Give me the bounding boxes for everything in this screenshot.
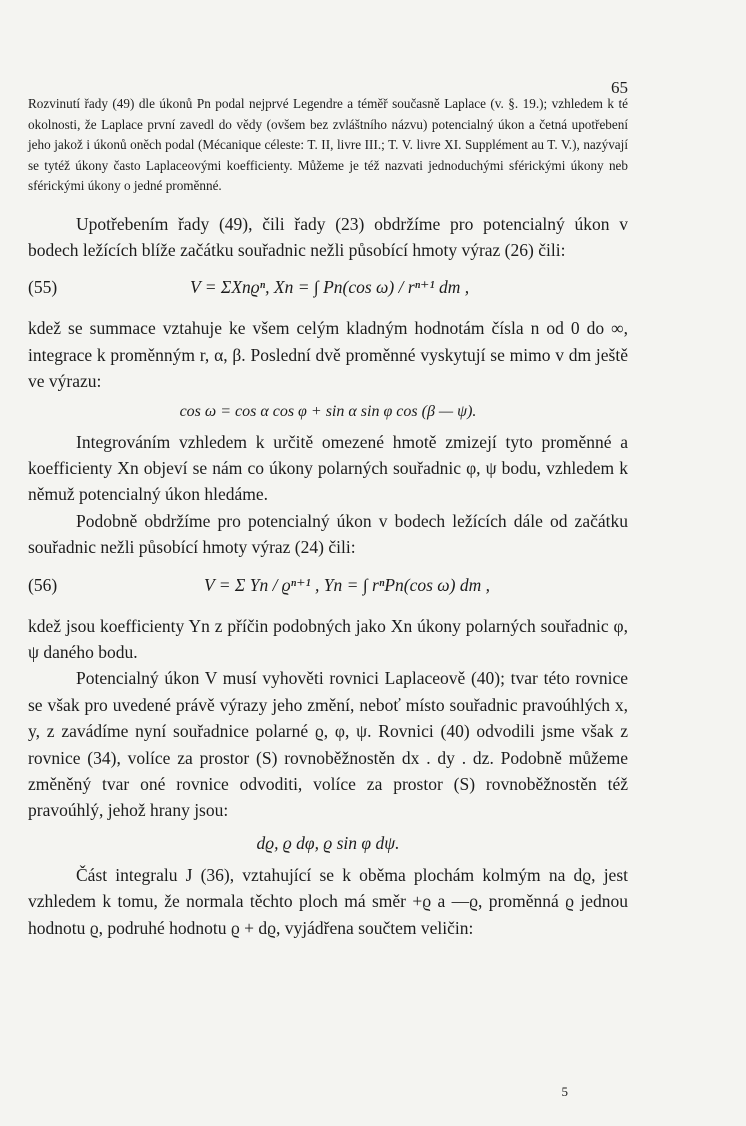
- equation-body: V = Σ Yn / ϱⁿ⁺¹ , Yn = ∫ rⁿPn(cos ω) dm ,: [204, 574, 490, 595]
- paragraph-6: Potencialný úkon V musí vyhověti rovnici Laplaceově (40); tvar této rovnice se však pro uvedené právě výrazy jeho změní, neboť místo souřadnic pravoúhlých x, y, z zavádíme nyní souřadnice polarné ϱ, φ, ψ. Rovnici (40) odvodili jsme však z rovnice (34), volíce za prostor (S) rovnoběžnostěn dx . dy . dz. Podobně můžeme změněný tvar oné rovnice odvoditi, volíce za prostor (S) rovnoběžnostěn též pravoúhlý, jehož hrany jsou:: [28, 668, 628, 821]
- equation-edges: dϱ, ϱ dφ, ϱ sin φ dψ.: [256, 832, 400, 853]
- equation-number: (55): [28, 277, 58, 298]
- equation-number: (56): [28, 574, 58, 595]
- paragraph-5: kdež jsou koefficienty Yn z příčin podobných jako Xn úkony polarných souřadnic φ, ψ daného bodu.: [28, 615, 628, 662]
- equation-cos-omega: cos ω = cos α cos φ + sin α sin φ cos (β — ψ).: [179, 402, 477, 420]
- equation-56: [28, 561, 628, 613]
- page-number: 65: [611, 78, 628, 97]
- paragraph-4: Podobně obdržíme pro potencialný úkon v bodech ležících dále od začátku souřadnic nežli působící hmoty výraz (24) čili:: [28, 510, 628, 558]
- paragraph-2: kdež se summace vztahuje ke všem celým kladným hodnotám čísla n od 0 do ∞, integrace k proměnným r, α, β. Poslední dvě proměnné vyskytují se mimo v dm ještě ve výrazu:: [28, 318, 628, 392]
- paragraph-3: Integrováním vzhledem k určitě omezené hmotě zmizejí tyto proměnné a koefficienty Xn objeví se nám co úkony polarných souřadnic φ, ψ bodu, vzhledem k němuž potencialný úkon hledáme.: [28, 431, 628, 505]
- equation-body: V = ΣXnϱⁿ, Xn = ∫ Pn(cos ω) / rⁿ⁺¹ dm ,: [190, 277, 470, 298]
- paragraph-7: Část integralu J (36), vztahující se k oběma plochám kolmým na dϱ, jest vzhledem k tomu, že normala těchto ploch má směr +ϱ a —ϱ, proměnná ϱ jednou hodnotu ϱ, podruhé hodnotu ϱ + dϱ, vyjádřena součtem veličin:: [28, 864, 628, 938]
- page-body: [28, 94, 628, 941]
- equation-55: [28, 263, 628, 315]
- paragraph-1: Upotřebením řady (49), čili řady (23) obdržíme pro potencialný úkon v bodech ležících blíže začátku souřadnic nežli působící hmoty výraz (26) čili:: [28, 213, 628, 260]
- signature-mark: 5: [561, 1084, 568, 1099]
- historical-note: Rozvinutí řady (49) dle úkonů Pn podal nejprvé Legendre a téměř současně Laplace (v. §. 19.); vzhledem k té okolnosti, že Laplace první zavedl do vědy (ovšem bez zvláštního názvu) potencialný úkon a četná upotřebení jeho jakož i úkonů oněch podal (Mécanique céleste: T. II, livre III.; T. V. livre XI. Supplément au T. V.), nazývají se tytéž úkony často Laplaceovými koefficienty. Můžeme je též nazvati jednoduchými sférickými úkony neb sférickými úkony o jedné proměnné.: [28, 96, 628, 193]
